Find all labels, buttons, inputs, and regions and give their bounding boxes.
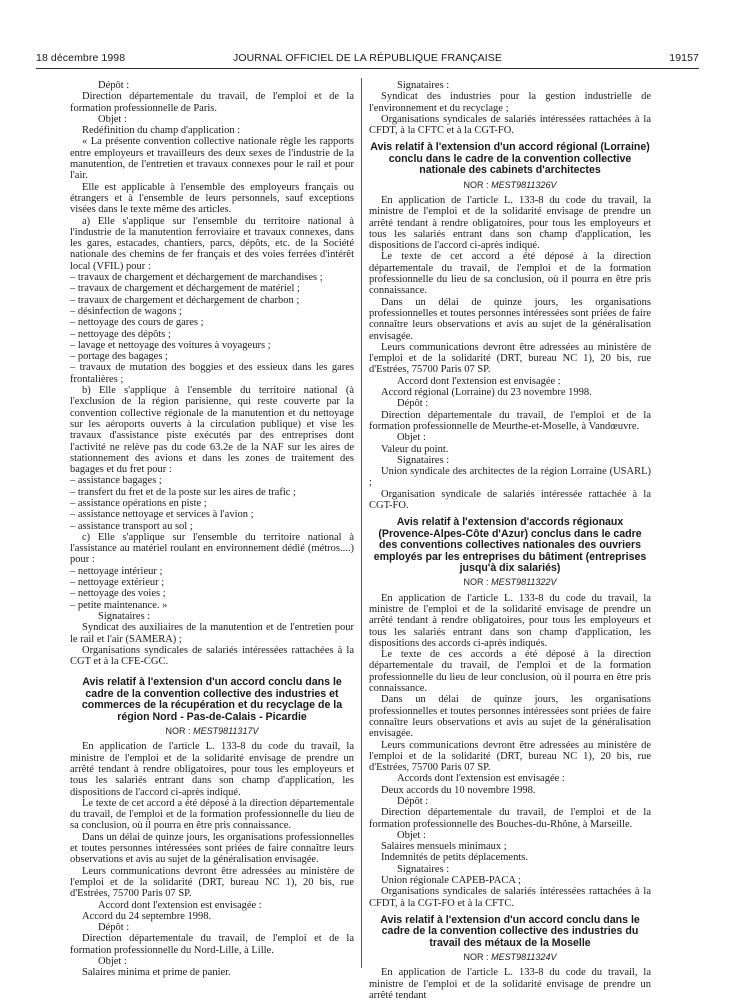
section-heading: Avis relatif à l'extension d'un accord régional (Lorraine) conclu dans le cadre de la convention collective nationale des cabinets d'architectes [370, 141, 650, 177]
list-item: – petite maintenance. » [70, 599, 168, 611]
paragraph: Dans un délai de quinze jours, les organisations professionnelles et toutes personnes intéressées sont priées de faire connaître leurs observations et avis au sujet de la généralisation envisagée. [369, 694, 651, 740]
list-item: – nettoyage des cours de gares ; [70, 317, 204, 329]
list-item: – désinfection de wagons ; [70, 305, 182, 317]
label-accord: Accords dont l'extension est envisagée : [397, 773, 565, 785]
paragraph: Elle est applicable à l'ensemble des employeurs français ou étrangers et à l'ensemble de leurs personnels, sauf exceptions visées dans le texte même des articles. [70, 181, 354, 216]
paragraph: Dans un délai de quinze jours, les organisations professionnelles et toutes personnes intéressées sont priées de faire connaître leurs observations et avis au sujet de la généralisation envisagée. [70, 831, 354, 866]
nor-code: MESТ9811317V [193, 726, 259, 737]
paragraph: Organisations syndicales de salariés intéressées rattachées à la CFDT, à la CGT-FO et à la CFTC. [369, 886, 651, 909]
paragraph: Deux accords du 10 novembre 1998. [381, 784, 536, 796]
list-item: – travaux de mutation des boggies et des essieux dans les gares frontalières ; [70, 362, 354, 385]
label-depot: Dépôt : [397, 398, 429, 410]
section-heading: Avis relatif à l'extension d'accords régionaux (Provence-Alpes-Côte d'Azur) conclus dans le cadre des conventions collectives nationales des ouvriers employés par les entreprises du bâtiment (entreprises jusqu'à dix salariés) [373, 516, 647, 574]
header-page-number: 19157 [669, 52, 699, 64]
paragraph: Union syndicale des architectes de la région Lorraine (USARL) ; [369, 466, 651, 489]
label-signataires: Signataires : [397, 454, 450, 466]
paragraph: Salaires minima et prime de panier. [82, 967, 231, 979]
nor-label: NOR : [165, 726, 191, 737]
paragraph: Syndicat des auxiliaires de la manutention et de l'entretien pour le rail et l'air (SAMERA) ; [70, 622, 354, 645]
list-item: – assistance bagages ; [70, 475, 162, 487]
header-journal-title: JOURNAL OFFICIEL DE LA RÉPUBLIQUE FRANÇAISE [233, 52, 502, 64]
paragraph: Leurs communications devront être adressées au ministère de l'emploi et de la solidarité (DRT, bureau NC 1), 20 bis, rue d'Estrées, 75700 Paris 07 SP. [369, 341, 651, 376]
label-depot: Dépôt : [397, 795, 429, 807]
paragraph: En application de l'article L. 133-8 du code du travail, la ministre de l'emploi et de la solidarité envisage de prendre un arrêté tendant à rendre obligatoires, pour tous les employeurs et tous les salariés entrant dans son champ d'application, les dispositions de l'accord ci-après indiqué. [70, 741, 354, 798]
list-item: – travaux de chargement et déchargement de charbon ; [70, 294, 300, 306]
paragraph: Leurs communications devront être adressées au ministère de l'emploi et de la solidarité (DRT, bureau NC 1), 20 bis, rue d'Estrées, 75700 Paris 07 SP. [70, 865, 354, 900]
paragraph: Direction départementale du travail, de l'emploi et de la formation professionnelle du Nord-Lille, à Lille. [70, 933, 354, 956]
paragraph: Valeur du point. [381, 443, 449, 455]
list-item: – lavage et nettoyage des voitures à voyageurs ; [70, 339, 271, 351]
list-item: – nettoyage des voies ; [70, 588, 166, 600]
label-signataires: Signataires : [98, 610, 151, 622]
label-signataires: Signataires : [397, 863, 450, 875]
label-objet: Objet : [397, 432, 426, 444]
paragraph: Salaires mensuels minimaux ; [381, 841, 507, 853]
label-accord: Accord dont l'extension est envisagée : [98, 899, 262, 911]
paragraph: Direction départementale du travail, de l'emploi et de la formation professionnelle de Meurthe-et-Moselle, à Vandœuvre. [369, 409, 651, 432]
list-item: – travaux de chargement et déchargement de marchandises ; [70, 272, 323, 284]
paragraph: Le texte de cet accord a été déposé à la direction départementale du travail, de l'emploi et de la formation professionnelle du lieu de sa conclusion, où il pourra en être pris connaissance. [369, 251, 651, 297]
paragraph: En application de l'article L. 133-8 du code du travail, la ministre de l'emploi et de la solidarité envisage de prendre un arrêté tendant [369, 967, 651, 1001]
paragraph: En application de l'article L. 133-8 du code du travail, la ministre de l'emploi et de la solidarité envisage de prendre un arrêté tendant à rendre obligatoires, pour tous les employeurs et tous les salariés entrant dans son champ d'application, les dispositions de l'accord ci-après indiqué. [369, 195, 651, 252]
paragraph: Accord régional (Lorraine) du 23 novembre 1998. [381, 387, 592, 399]
list-item: – nettoyage des dépôts ; [70, 328, 171, 340]
list-item: – travaux de chargement et déchargement de matériel ; [70, 283, 300, 295]
right-column [369, 80, 651, 1001]
paragraph: Organisation syndicale de salariés intéressée rattachée à la CGT-FO. [369, 488, 651, 512]
nor-reference [369, 577, 651, 588]
section-heading: Avis relatif à l'extension d'un accord conclu dans le cadre de la convention collective des industries du travail des métaux de la Moselle [380, 913, 640, 949]
label-depot: Dépôt : [98, 922, 130, 934]
paragraph: Direction départementale du travail, de l'emploi et de la formation professionnelle de Paris. [70, 91, 354, 114]
nor-reference [70, 726, 354, 737]
paragraph: Syndicat des industries pour la gestion industrielle de l'environnement et du recyclage ; [369, 91, 651, 114]
paragraph: Leurs communications devront être adressées au ministère de l'emploi et de la solidarité (DRT, bureau NC 1), 20 bis, rue d'Estrées, 75700 Paris 07 SP. [369, 739, 651, 774]
column-divider [361, 78, 362, 968]
paragraph: a) Elle s'applique sur l'ensemble du territoire national à l'industrie de la manutention ferroviaire et travaux connexes, dans les gares, estacades, chantiers, parcs, dépôts, etc. de la Société nationale des chemins de fer français et des voies ferrées d'intérêt local (VFIL) pour : [70, 215, 354, 272]
list-item: – nettoyage intérieur ; [70, 565, 163, 577]
paragraph: Organisations syndicales de salariés intéressées rattachées à la CGT et à la CFE-CGC. [70, 644, 354, 668]
nor-reference [369, 952, 651, 963]
paragraph: Redéfinition du champ d'application : [82, 125, 241, 137]
header-rule [36, 68, 699, 69]
nor-reference [369, 180, 651, 191]
list-item: – assistance transport au sol ; [70, 520, 193, 532]
label-objet: Objet : [98, 113, 127, 125]
paragraph: Accord du 24 septembre 1998. [82, 910, 212, 922]
left-column [70, 80, 354, 979]
nor-code: MEST9811326V [491, 179, 557, 190]
nor-label: NOR : [463, 577, 489, 588]
header-date: 18 décembre 1998 [36, 52, 126, 64]
paragraph: Indemnités de petits déplacements. [381, 852, 528, 864]
label-depot: Dépôt : [98, 80, 130, 91]
list-item: – assistance nettoyage et services à l'avion ; [70, 509, 254, 521]
paragraph: « La présente convention collective nationale règle les rapports entre employeurs et travailleurs des deux sexes de l'industrie de la manutention, de l'entretien et travaux connexes pour le rail et pour l'air. [70, 136, 354, 182]
label-objet: Objet : [397, 829, 426, 841]
nor-label: NOR : [463, 179, 489, 190]
paragraph: b) Elle s'applique à l'ensemble du territoire national (à l'exclusion de la région parisienne, qui reste couverte par la convention collective régionale de la manutention et du nettoyage sur les aéroports ouverts à la circulation publique) et vise les travaux d'assistance piste exécutés par des entreprises dont l'activité ne relève pas du code 63.2e de la NAF sur les aires de stationnement des avions et dans les zones de traitement des bagages et du fret pour : [70, 385, 354, 476]
list-item: – assistance opérations en piste ; [70, 497, 207, 509]
nor-code: MEST9811322V [491, 577, 557, 588]
list-item: – nettoyage extérieur ; [70, 577, 165, 589]
paragraph: Dans un délai de quinze jours, les organisations professionnelles et toutes personnes intéressées sont priées de faire connaître leurs observations et avis au sujet de la généralisation envisagée. [369, 296, 651, 342]
section-heading: Avis relatif à l'extension d'un accord conclu dans le cadre de la convention collective des industries et commerces de la récupération et du recyclage de la région Nord - Pas-de-Calais - Picardie [81, 676, 343, 723]
list-item: – transfert du fret et de la poste sur les aires de trafic ; [70, 486, 296, 498]
paragraph: Organisations syndicales de salariés intéressées rattachées à la CFDT, à la CFTC et à la CGT-FO. [369, 113, 651, 137]
paragraph: Le texte de ces accords a été déposé à la direction départementale du travail, de l'emploi et de la formation professionnelle du lieu de leur conclusion, où il pourra en être pris connaissance. [369, 649, 651, 695]
paragraph: En application de l'article L. 133-8 du code du travail, la ministre de l'emploi et de la solidarité envisage de prendre un arrêté tendant à rendre obligatoires, pour tous les employeurs et tous les salariés entrant dans son champ d'application, les dispositions des accords ci-après indiqués. [369, 592, 651, 649]
paragraph: Direction départementale du travail, de l'emploi et de la formation professionnelle des Bouches-du-Rhône, à Marseille. [369, 807, 651, 830]
list-item: – portage des bagages ; [70, 351, 168, 363]
page-header [36, 52, 699, 68]
nor-code: MEST9811324V [491, 952, 557, 963]
label-signataires: Signataires : [397, 80, 450, 91]
paragraph: Union régionale CAPEB-PACA ; [381, 875, 521, 887]
label-accord: Accord dont l'extension est envisagée : [397, 375, 561, 387]
nor-label: NOR : [463, 952, 489, 963]
label-objet: Objet : [98, 956, 127, 967]
paragraph: c) Elle s'applique sur l'ensemble du territoire national à l'assistance au matériel roulant en environnement dédié (métros....) pour : [70, 531, 354, 566]
paragraph: Le texte de cet accord a été déposé à la direction départementale du travail, de l'emploi et de la formation professionnelle du lieu de sa conclusion, où il pourra en être pris connaissance. [70, 797, 354, 832]
